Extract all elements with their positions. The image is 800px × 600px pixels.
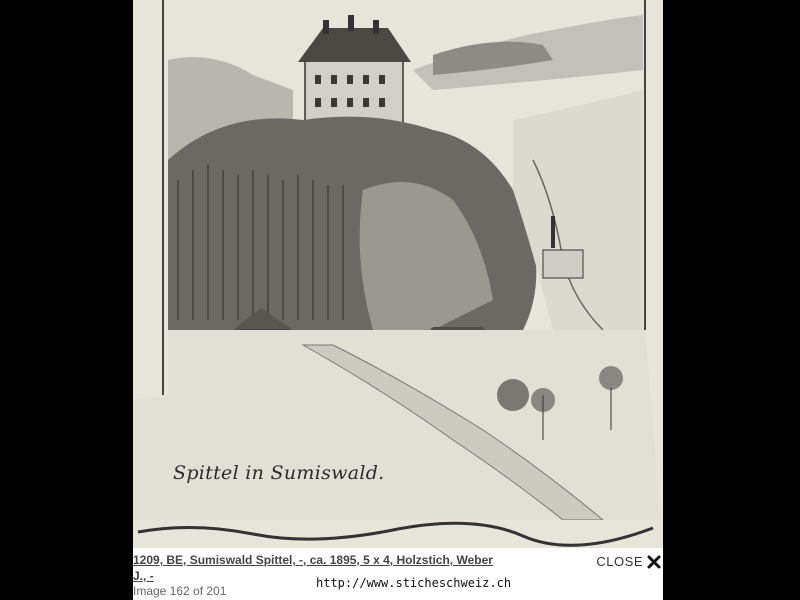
engraving-caption: Spittel in Sumiswald. <box>173 462 385 484</box>
close-label: CLOSE <box>596 554 643 569</box>
lightbox <box>133 0 663 600</box>
close-button[interactable] <box>596 554 661 569</box>
image-title-link[interactable]: 1209, BE, Sumiswald Spittel, -, ca. 1895, 5 x 4, Holzstich, Weber J., - <box>133 553 493 583</box>
image-counter: Image 162 of 201 <box>133 584 227 598</box>
source-url: http://www.sticheschweiz.ch <box>316 576 512 590</box>
lightbox-caption-bar <box>133 548 663 600</box>
close-icon <box>647 555 661 569</box>
lightbox-image[interactable] <box>133 0 663 548</box>
